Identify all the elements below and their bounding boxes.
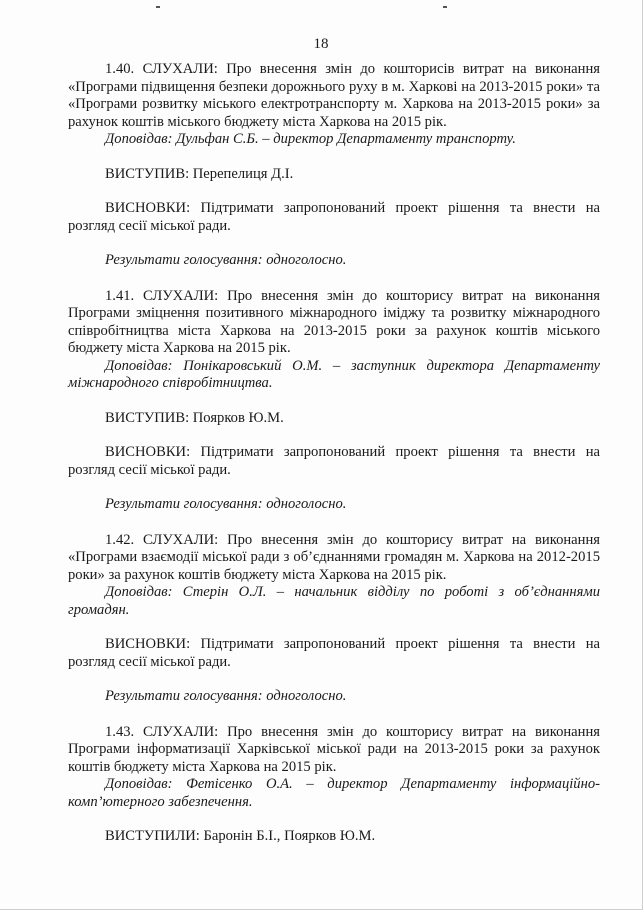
heard-paragraph: 1.41. СЛУХАЛИ: Про внесення змін до кошторису витрат на виконання Програми зміцнення позитивного міжнародного іміджу та розвитку міжнародного співробітництва міста Харкова на 2013-2015 роки за рахунок коштів міського бюджету міста Харкова на 2015 рік. [68,287,600,356]
scan-mark [443,6,447,8]
agenda-item-1-40 [68,61,600,270]
voting-result: Результати голосування: одноголосно. [105,496,347,512]
heard-paragraph: 1.43. СЛУХАЛИ: Про внесення змін до кошторису витрат на виконання Програми інформатизації Харківської міської ради на 2013-2015 роки за рахунок коштів бюджету міста Харкова на 2015 рік. [68,723,600,775]
spoke-line: ВИСТУПИВ: Перепелиця Д.І. [105,165,294,182]
reporter-line: Доповідав: Дульфан С.Б. – директор Департаменту транспорту. [105,131,516,147]
spoke-line: ВИСТУПИЛИ: Баронін Б.І., Поярков Ю.М. [105,828,376,844]
heard-paragraph: 1.40. СЛУХАЛИ: Про внесення змін до кошторисів витрат на виконання «Програми підвищення безпеки дорожнього руху в м. Харкові на 2013-2015 роки» та «Програми розвитку міського електротранспорту м. Харкова на 2013-2015 роки» за рахунок коштів міського бюджету міста Харкова на 2015 рік. [68,61,600,130]
reporter-line: Доповідав: Понікаровський О.М. – заступник директора Департаменту міжнародного співробітництва. [68,357,600,391]
agenda-item-1-42 [68,532,600,706]
document-body [68,61,600,846]
spoke-line: ВИСТУПИВ: Поярков Ю.М. [105,409,284,426]
conclusions-paragraph: ВИСНОВКИ: Підтримати запропонований проект рішення та внести на розгляд сесії міської ради. [68,444,600,478]
voting-result: Результати голосування: одноголосно. [105,688,347,704]
conclusions-paragraph: ВИСНОВКИ: Підтримати запропонований проект рішення та внести на розгляд сесії міської ради. [68,636,600,670]
voting-result: Результати голосування: одноголосно. [105,252,347,268]
reporter-line: Доповідав: Стерін О.Л. – начальник відділу по роботі з об’єднаннями громадян. [68,584,600,618]
agenda-item-1-41 [68,288,600,514]
conclusions-paragraph: ВИСНОВКИ: Підтримати запропонований проект рішення та внести на розгляд сесії міської ради. [68,200,600,234]
agenda-item-1-43 [68,724,600,846]
scan-mark [156,6,160,8]
page-number: 18 [313,36,329,52]
reporter-line: Доповідав: Фетісенко О.А. – директор Департаменту інформаційно-комп’ютерного забезпечення. [68,776,600,810]
heard-paragraph: 1.42. СЛУХАЛИ: Про внесення змін до кошторису витрат на виконання «Програми взаємодії міської ради з об’єднаннями громадян м. Харкова на 2012-2015 роки» за рахунок коштів бюджету міста Харкова на 2015 рік. [68,531,600,583]
